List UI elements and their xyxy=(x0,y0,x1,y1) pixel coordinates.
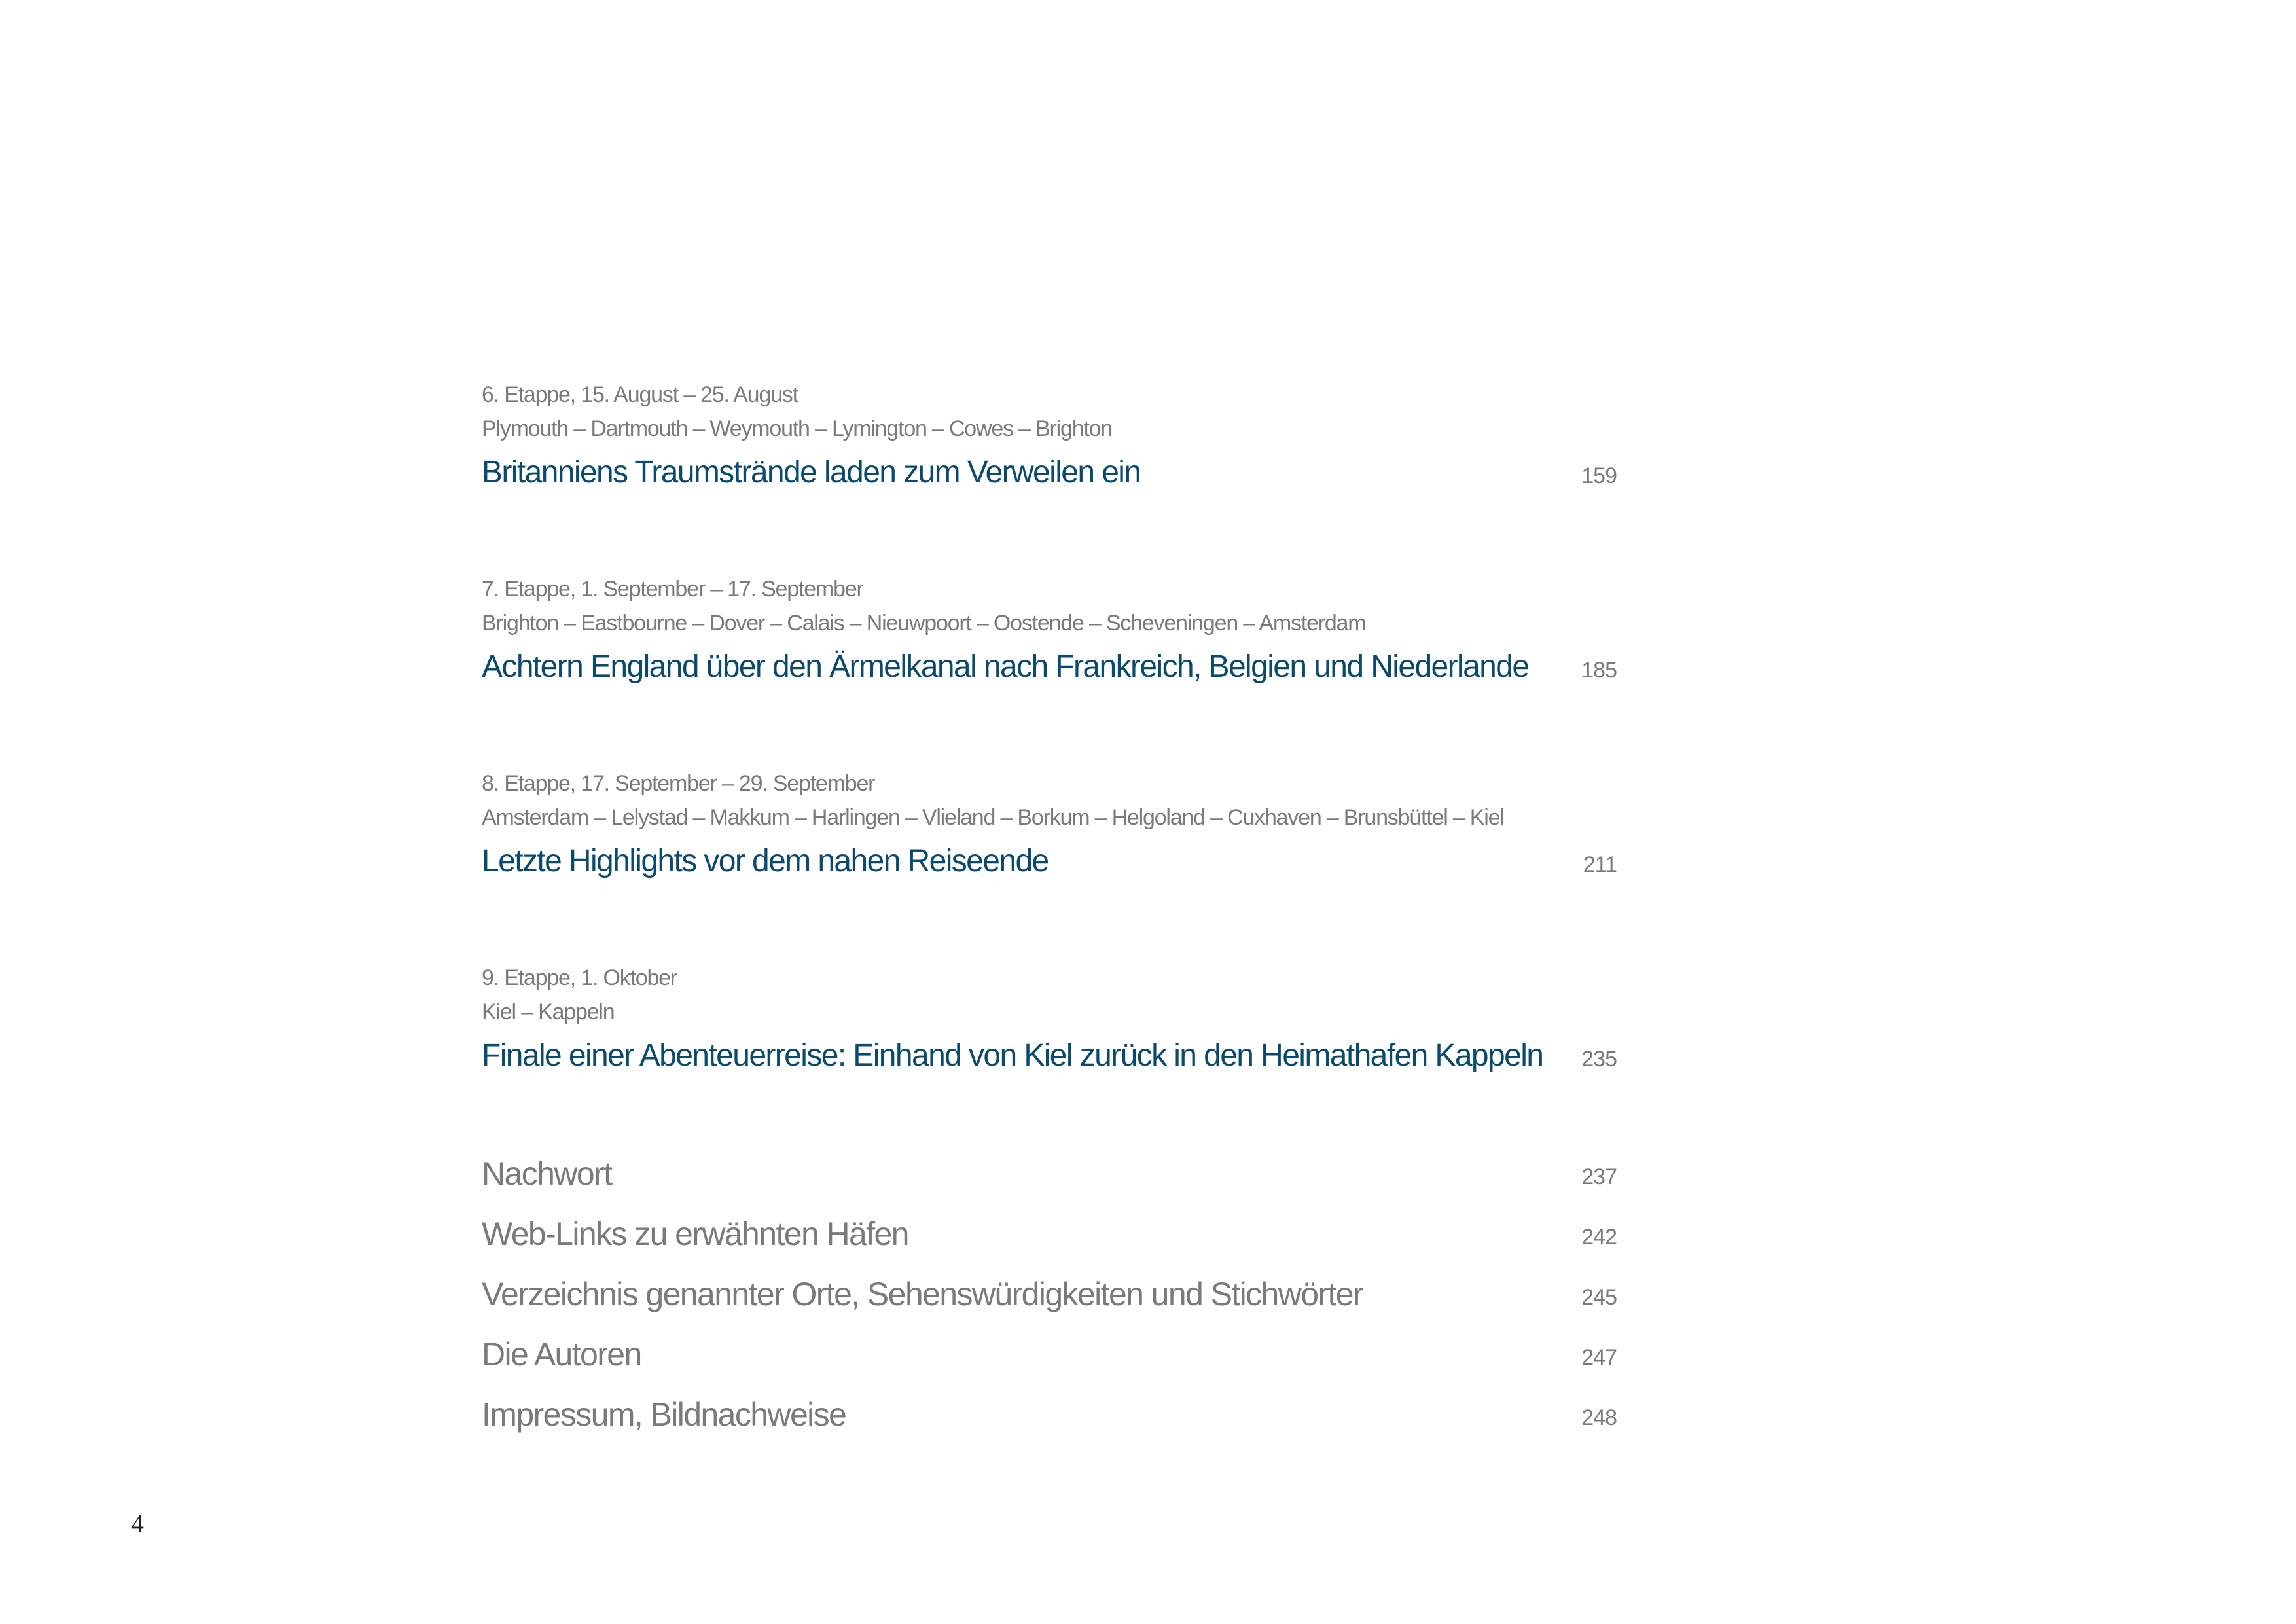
page-folio: 4 xyxy=(131,1509,144,1538)
toc-entry-nachwort xyxy=(482,1144,1617,1204)
toc-entry-stage-8 xyxy=(482,767,1617,884)
stage-heading: 8. Etappe, 17. September – 29. September xyxy=(482,771,875,796)
stage-route: Brighton – Eastbourne – Dover – Calais – Nieuwpoort – Oostende – Scheveningen – Amsterdam xyxy=(482,611,1366,636)
page-number: 248 xyxy=(1581,1405,1617,1430)
page-number: 237 xyxy=(1581,1164,1617,1189)
page-number: 247 xyxy=(1581,1345,1617,1370)
table-of-contents xyxy=(482,0,1617,1624)
stage-title-row xyxy=(482,839,1617,884)
page-number: 242 xyxy=(1581,1225,1617,1250)
appendix-title: Nachwort xyxy=(482,1155,612,1192)
page-number: 235 xyxy=(1581,1047,1617,1072)
toc-entry-stage-9 xyxy=(482,961,1617,1079)
stage-title-row xyxy=(482,644,1617,690)
toc-entry-autoren xyxy=(482,1325,1617,1385)
stage-route: Amsterdam – Lelystad – Makkum – Harlingen – Vlieland – Borkum – Helgoland – Cuxhaven – Brunsbüttel – Kiel xyxy=(482,805,1504,830)
stage-title: Finale einer Abenteuerreise: Einhand von Kiel zurück in den Heimathafen Kappeln xyxy=(482,1038,1543,1073)
toc-entry-stage-7 xyxy=(482,572,1617,690)
appendix-title: Impressum, Bildnachweise xyxy=(482,1396,846,1433)
toc-entry-impressum xyxy=(482,1385,1617,1445)
stage-heading: 9. Etappe, 1. Oktober xyxy=(482,965,677,990)
stage-title-row xyxy=(482,1033,1617,1079)
toc-entry-stage-6 xyxy=(482,378,1617,496)
toc-entry-web-links xyxy=(482,1204,1617,1265)
appendix-list xyxy=(482,1144,1617,1445)
page-number: 211 xyxy=(1583,852,1617,877)
appendix-title: Verzeichnis genannter Orte, Sehenswürdigkeiten und Stichwörter xyxy=(482,1276,1363,1312)
appendix-title: Die Autoren xyxy=(482,1336,641,1373)
stage-title: Letzte Highlights vor dem nahen Reiseende xyxy=(482,844,1049,878)
stage-title-row xyxy=(482,450,1617,496)
stage-route: Plymouth – Dartmouth – Weymouth – Lymington – Cowes – Brighton xyxy=(482,416,1113,441)
toc-entry-verzeichnis xyxy=(482,1265,1617,1325)
page-number: 159 xyxy=(1581,463,1617,488)
stage-heading: 6. Etappe, 15. August – 25. August xyxy=(482,382,798,407)
stage-title: Achtern England über den Ärmelkanal nach Frankreich, Belgien und Niederlande xyxy=(482,649,1529,684)
stage-heading: 7. Etappe, 1. September – 17. September xyxy=(482,577,863,602)
page-number: 245 xyxy=(1581,1285,1617,1310)
appendix-title: Web-Links zu erwähnten Häfen xyxy=(482,1216,908,1252)
stage-route: Kiel – Kappeln xyxy=(482,1000,615,1024)
stage-title: Britanniens Traumstrände laden zum Verweilen ein xyxy=(482,455,1141,490)
page-number: 185 xyxy=(1581,658,1617,683)
